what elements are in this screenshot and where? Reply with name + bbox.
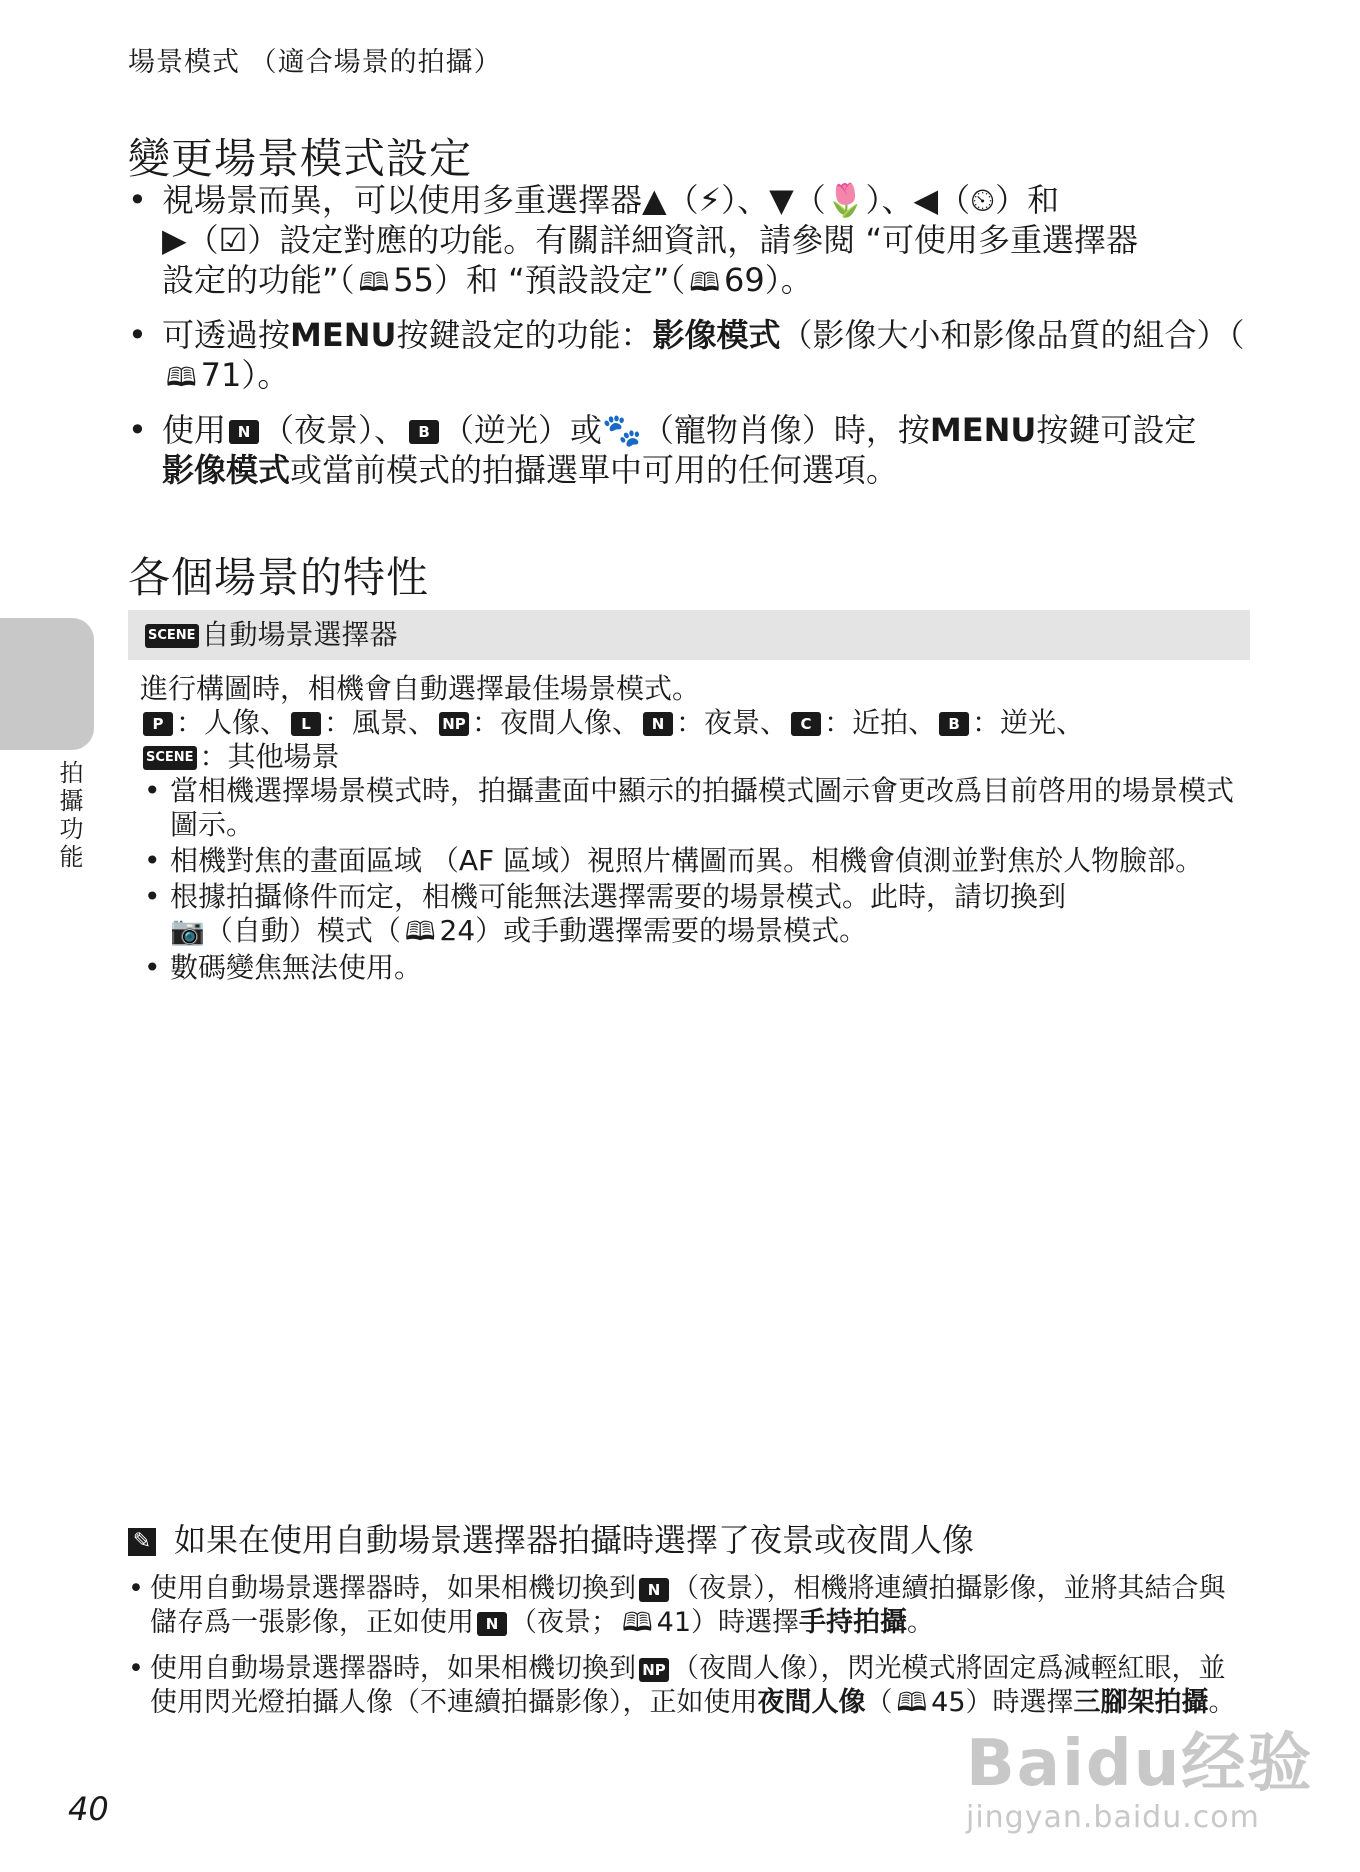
section-title-change-scene: 變更場景模式設定 xyxy=(128,134,473,183)
book-reference-icon: 🕮 xyxy=(166,363,197,393)
baidu-watermark xyxy=(966,1712,1313,1835)
book-reference-icon: 🕮 xyxy=(404,917,436,947)
note-pencil-icon: ✎ xyxy=(128,1528,156,1556)
list-item: • 可透過按MENU按鍵設定的功能：影像模式（影像大小和影像品質的組合）（🕮 71）。 xyxy=(128,315,1248,398)
page-number: 40 xyxy=(68,1790,109,1828)
book-reference-icon: 🕮 xyxy=(896,1688,928,1718)
list-item: • 相機對焦的畫面區域 （AF 區域）視照片構圖而異。相機會偵測並對焦於人物臉部。 xyxy=(140,844,1250,878)
watermark-url: jingyan.baidu.com xyxy=(966,1800,1260,1835)
landscape-icon: L xyxy=(291,712,321,736)
list-item: • 使用 N （夜景）、 B （逆光）或🐾（寵物肖像）時，按MENU按鍵可設定 影像模式或當前模式的拍攝選單中可用的任何選項。 xyxy=(128,410,1248,490)
portrait-icon: P xyxy=(143,712,173,736)
night-landscape-icon: N xyxy=(229,420,259,444)
pet-portrait-icon: 🐾 xyxy=(602,411,642,449)
list-item: • 根據拍攝條件而定，相機可能無法選擇需要的場景模式。此時，請切換到 📷（自動）模式（ 🕮 24）或手動選擇需要的場景模式。 xyxy=(140,880,1250,949)
scene-auto-selector-icon: SCENE xyxy=(145,624,199,648)
book-reference-icon: 🕮 xyxy=(689,268,720,298)
list-item: • 視場景而異，可以使用多重選擇器▲（⚡）、▼（🌷）、◀（⏲）和 ▶（☑）設定對應的功能。有關詳細資訊，請參閱 “可使用多重選擇器 設定的功能”（ 🕮 55）和 “預設設定”（ 🕮 69）。 xyxy=(128,180,1248,303)
chapter-side-label: 拍攝功能 xyxy=(55,760,83,872)
scene-characteristics-list xyxy=(140,774,1250,987)
camera-auto-icon: 📷 xyxy=(170,914,205,947)
other-scenes-icon: SCENE xyxy=(143,746,197,770)
book-reference-icon: 🕮 xyxy=(358,268,390,298)
scene-mode-legend: P ：人像、 L ：風景、 NP ：夜間人像、 N ：夜景、 C ：近拍、 B ：逆光、 SCENE ：其他場景 xyxy=(140,706,1250,774)
night-portrait-icon: NP xyxy=(639,1658,669,1682)
night-landscape-icon: N xyxy=(643,712,673,736)
auto-scene-selector-bar: SCENE 自動場景選擇器 xyxy=(128,610,1250,660)
running-header: 場景模式 （適合場景的拍攝） xyxy=(128,47,502,78)
note-heading: ✎ 如果在使用自動場景選擇器拍攝時選擇了夜景或夜間人像 xyxy=(128,1520,974,1560)
list-item: • 使用自動場景選擇器時，如果相機切換到 N （夜景），相機將連續拍攝影像，並將其結合與儲存爲一張影像，正如使用 N （夜景； 🕮 41）時選擇手持拍攝。 xyxy=(128,1572,1250,1640)
night-portrait-icon: NP xyxy=(439,712,469,736)
change-scene-list xyxy=(128,180,1248,502)
scene-intro: 進行構圖時，相機會自動選擇最佳場景模式。 P ：人像、 L ：風景、 NP ：夜間人像、 N ：夜景、 C ：近拍、 B ：逆光、 SCENE ：其他場景 xyxy=(140,672,1250,774)
night-landscape-icon: N xyxy=(639,1578,669,1602)
night-landscape-icon: N xyxy=(477,1612,507,1636)
chapter-side-tab xyxy=(0,618,94,750)
watermark-brand: Baidu经验 xyxy=(966,1727,1314,1801)
note-list xyxy=(128,1572,1250,1732)
section-title-scene-characteristics: 各個場景的特性 xyxy=(128,553,430,602)
list-item: • 當相機選擇場景模式時，拍攝畫面中顯示的拍攝模式圖示會更改爲目前啓用的場景模式圖示。 xyxy=(140,774,1250,842)
list-item: • 使用自動場景選擇器時，如果相機切換到 NP （夜間人像），閃光模式將固定爲減輕紅眼，並使用閃光燈拍攝人像（不連續拍攝影像），正如使用夜間人像（ 🕮 45）時選擇三腳架拍攝。 xyxy=(128,1652,1250,1720)
backlighting-icon: B xyxy=(409,420,439,444)
menu-key-label: MENU xyxy=(290,316,397,354)
close-up-icon: C xyxy=(791,712,821,736)
list-item: • 數碼變焦無法使用。 xyxy=(140,951,1250,985)
book-reference-icon: 🕮 xyxy=(622,1608,653,1638)
backlighting-icon: B xyxy=(939,712,969,736)
menu-key-label: MENU xyxy=(929,411,1037,449)
